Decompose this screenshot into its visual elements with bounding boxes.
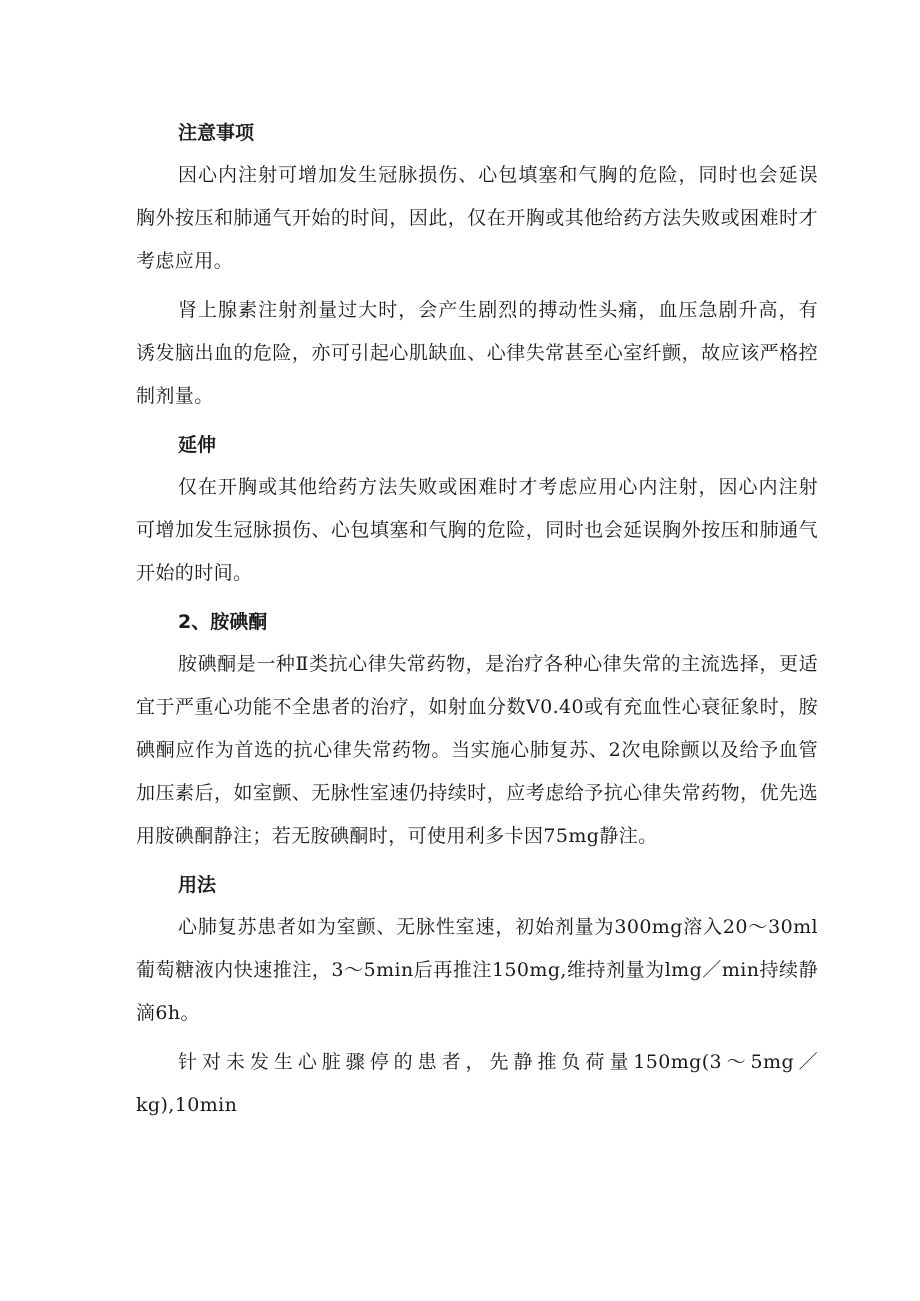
- section-heading-extension: 延伸: [178, 434, 217, 456]
- section-heading-usage: 用法: [178, 874, 217, 896]
- paragraph-notes-1: 因心内注射可增加发生冠脉损伤、心包填塞和气胸的危险，同时也会延误胸外按压和肺通气开始的时间，因此，仅在开胸或其他给药方法失败或困难时才考虑应用。: [136, 164, 818, 272]
- paragraph-amiodarone-1: 胺碘酮是一种Ⅱ类抗心律失常药物，是治疗各种心律失常的主流选择，更适宜于严重心功能不全患者的治疗，如射血分数V0.40或有充血性心衰征象时，胺碘酮应作为首选的抗心律失常药物。当实施心肺复苏、2次电除颤以及给予血管加压素后，如室颤、无脉性室速仍持续时，应考虑给予抗心律失常药物，优先选用胺碘酮静注；若无胺碘酮时，可使用利多卡因75mg静注。: [136, 653, 818, 847]
- document-page: [136, 112, 818, 1133]
- paragraph-notes-2: 肾上腺素注射剂量过大时，会产生剧烈的搏动性头痛，血压急剧升高，有诱发脑出血的危险，亦可引起心肌缺血、心律失常甚至心室纤颤，故应该严格控制剂量。: [136, 299, 818, 407]
- section-heading-amiodarone: 2、胺碘酮: [178, 611, 268, 633]
- paragraph-extension-1: 仅在开胸或其他给药方法失败或困难时才考虑应用心内注射，因心内注射可增加发生冠脉损伤、心包填塞和气胸的危险，同时也会延误胸外按压和肺通气开始的时间。: [136, 476, 818, 584]
- paragraph-usage-2: 针对未发生心脏骤停的患者，先静推负荷量150mg(3〜5mg／kg),10min: [136, 1051, 818, 1116]
- section-heading-notes: 注意事项: [178, 122, 255, 144]
- paragraph-usage-1: 心肺复苏患者如为室颤、无脉性室速，初始剂量为300mg溶入20〜30ml葡萄糖液内快速推注，3〜5min后再推注150mg,维持剂量为lmg／min持续静滴6h。: [136, 916, 818, 1024]
